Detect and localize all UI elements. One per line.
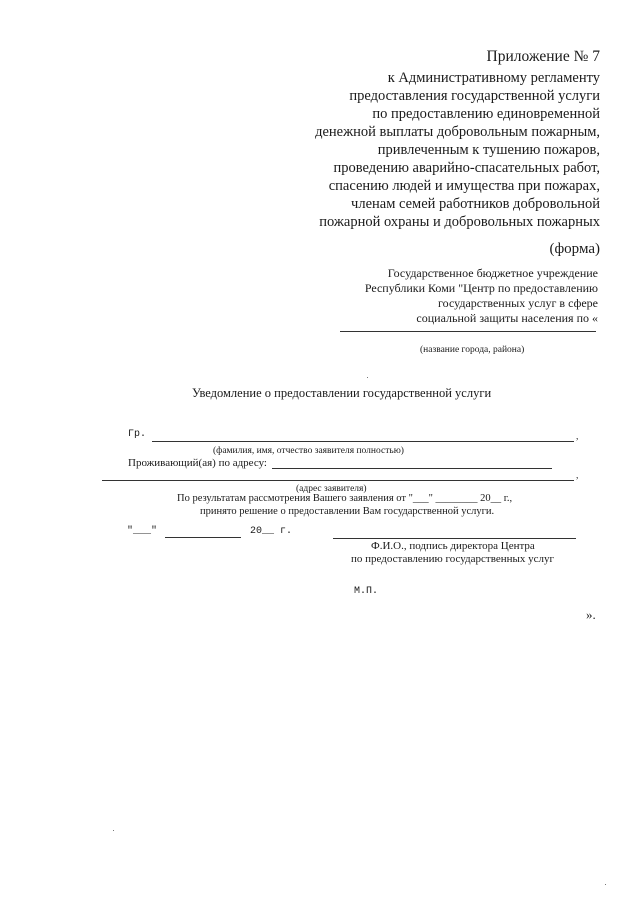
scan-speck <box>367 377 368 378</box>
appendix-line: предоставления государственной услуги <box>349 88 600 104</box>
scan-speck <box>113 830 114 831</box>
appendix-line: денежной выплаты добровольным пожарным, <box>315 124 600 140</box>
org-line: социальной защиты населения по « <box>416 311 598 325</box>
appendix-line: к Административному регламенту <box>387 70 600 86</box>
notice-body-line-2: принято решение о предоставлении Вам государственной услуги. <box>200 506 495 517</box>
notice-title: Уведомление о предоставлении государственной услуги <box>192 386 492 400</box>
citizen-prefix: Гр. <box>128 429 147 440</box>
citizen-comma: , <box>576 432 579 442</box>
org-line: Республики Коми "Центр по предоставлению <box>364 281 598 295</box>
fio-caption: (фамилия, имя, отчество заявителя полностью) <box>213 446 404 456</box>
scan-speck <box>605 884 606 885</box>
appendix-title: Приложение № 7 <box>486 48 600 65</box>
city-name-line <box>340 331 596 332</box>
signature-caption-1: Ф.И.О., подпись директора Центра <box>371 540 535 552</box>
date-day-placeholder: "___" <box>127 526 158 537</box>
address-line-1 <box>272 468 552 469</box>
date-month-line <box>165 537 241 538</box>
appendix-line: проведению аварийно-спасательных работ, <box>333 160 600 176</box>
address-line-2 <box>102 480 574 481</box>
appendix-line: спасению людей и имущества при пожарах, <box>328 178 600 194</box>
address-comma: , <box>576 471 579 481</box>
date-year: 20__ г. <box>250 526 293 537</box>
signature-line <box>333 538 576 539</box>
org-line: государственных услуг в сфере <box>438 296 598 310</box>
city-caption: (название города, района) <box>420 345 525 355</box>
address-caption: (адрес заявителя) <box>296 484 367 494</box>
residing-label: Проживающий(ая) по адресу: <box>128 457 267 469</box>
appendix-line: пожарной охраны и добровольных пожарных <box>319 214 600 230</box>
appendix-line: по предоставлению единовременной <box>372 106 600 122</box>
signature-caption-2: по предоставлению государственных услуг <box>351 553 555 565</box>
org-line: Государственное бюджетное учреждение <box>387 266 598 280</box>
stamp-placeholder: М.П. <box>354 586 379 597</box>
closing-quote: ». <box>586 607 596 622</box>
form-label: (форма) <box>549 241 600 257</box>
appendix-line: привлеченным к тушению пожаров, <box>377 142 600 158</box>
citizen-fio-line <box>152 441 574 442</box>
appendix-line: членам семей работников добровольной <box>351 196 600 212</box>
notice-body-line-1: По результатам рассмотрения Вашего заявления от "___" ________ 20__ г., <box>177 493 513 504</box>
